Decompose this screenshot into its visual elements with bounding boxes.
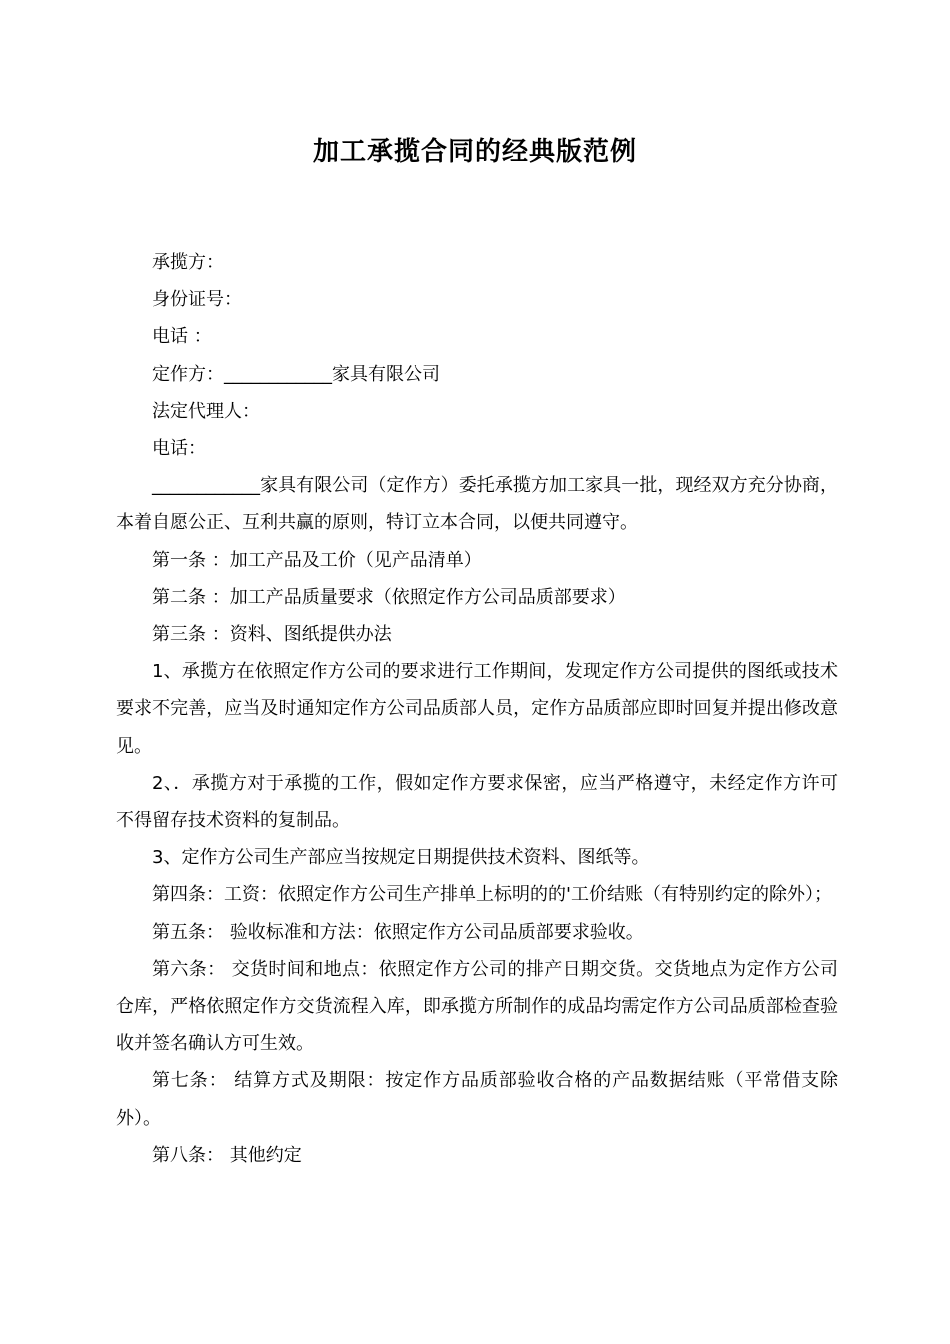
paragraph-phone-contractor: 电话 ：: [152, 326, 212, 348]
paragraph-id-number: 身份证号：: [152, 289, 242, 311]
article-3-item-2: 2、．承揽方对于承揽的工作，假如定作方要求保密，应当严格遵守，未经定作方许可不得留存技术资料的复制品。: [116, 772, 838, 832]
article-7: 第七条： 结算方式及期限：按定作方品质部验收合格的产品数据结账（平常借支除外）。: [116, 1070, 838, 1129]
article-3-item-3: 3、定作方公司生产部应当按规定日期提供技术资料、图纸等。: [152, 847, 650, 869]
article-3-item-1: 1、承揽方在依照定作方公司的要求进行工作期间，发现定作方公司提供的图纸或技术要求不完善，应当及时通知定作方公司品质部人员，定作方品质部应即时回复并提出修改意见。: [116, 661, 838, 757]
document-body: [116, 244, 838, 1174]
article-6: 第六条： 交货时间和地点：依照定作方公司的排产日期交货。交货地点为定作方公司仓库，严格依照定作方交货流程入库，即承揽方所制作的成品均需定作方公司品质部检查验收并签名确认方可生效。: [116, 958, 838, 1055]
paragraph-preamble: ____________家具有限公司（定作方）委托承揽方加工家具一批，现经双方充分协商，本着自愿公正、互利共赢的原则，特订立本合同，以便共同遵守。: [116, 475, 838, 534]
article-5: 第五条： 验收标准和方法：依照定作方公司品质部要求验收。: [152, 921, 644, 943]
article-1: 第一条 ：加工产品及工价（见产品清单）: [152, 549, 482, 571]
article-3: 第三条 ：资料、图纸提供办法: [152, 624, 392, 646]
article-8: 第八条： 其他约定: [152, 1144, 302, 1166]
paragraph-legal-agent: 法定代理人：: [152, 400, 260, 422]
paragraph-phone-orderer: 电话：: [152, 438, 206, 460]
document-title: 加工承揽合同的经典版范例: [312, 137, 637, 167]
paragraph-orderer: 定作方：____________家具有限公司: [152, 363, 440, 385]
article-2: 第二条 ：加工产品质量要求（依照定作方公司品质部要求）: [152, 586, 626, 608]
paragraph-contractor: 承揽方：: [152, 252, 224, 273]
article-4: 第四条：工资：依照定作方公司生产排单上标明的的'工价结账（有特别约定的除外）；: [152, 884, 832, 906]
